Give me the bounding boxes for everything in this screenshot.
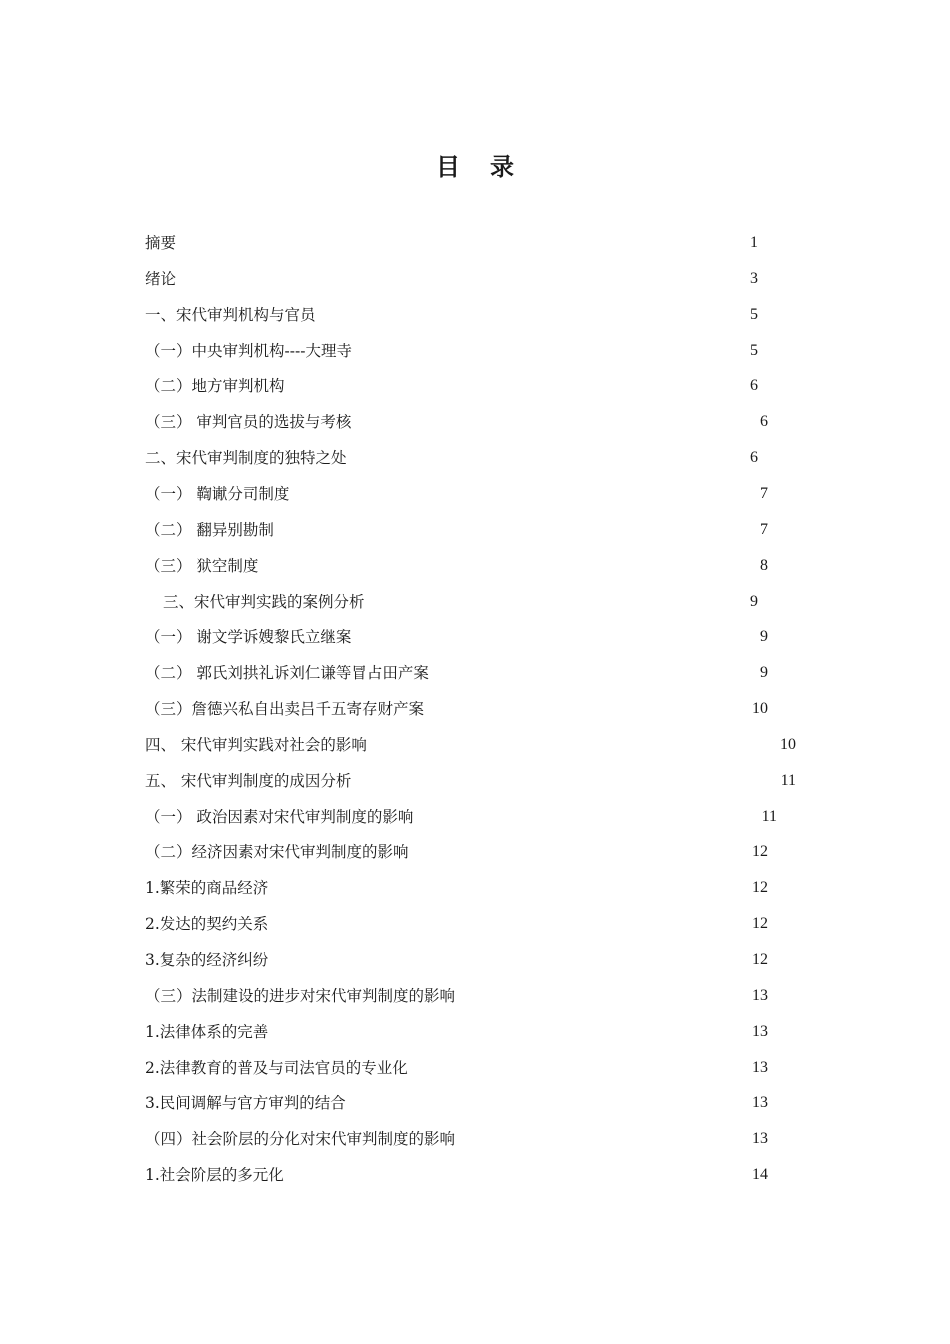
dot-leader [457, 1122, 742, 1156]
toc-entry-page-number: 5 [750, 305, 758, 323]
toc-entry-label: （二） 翻异别勘制 [145, 520, 274, 539]
toc-entry-page-number: 13 [752, 1130, 768, 1148]
toc-entry-17[interactable] [145, 800, 777, 834]
dot-leader [410, 1051, 742, 1085]
toc-title [0, 150, 950, 184]
toc-entry-12[interactable] [145, 620, 768, 654]
toc-entry-label: 四、 宋代审判实践对社会的影响 [145, 735, 367, 754]
toc-title-char-2: 录 [490, 153, 514, 181]
toc-entry-label: （二）经济因素对宋代审判制度的影响 [145, 843, 409, 862]
toc-entry-label: 3.复杂的经济纠纷 [145, 951, 269, 969]
toc-entry-page-number: 9 [750, 592, 758, 610]
dot-leader [348, 1086, 742, 1120]
toc-entry-page-number: 7 [760, 484, 768, 502]
toc-entry-label: 2.法律教育的普及与司法官员的专业化 [145, 1058, 408, 1077]
toc-entry-9[interactable] [145, 513, 768, 547]
dot-leader [367, 585, 740, 619]
toc-entry-20[interactable] [145, 907, 768, 941]
toc-entry-label: 一、宋代审判机构与官员 [145, 305, 316, 324]
toc-entry-page-number: 5 [750, 341, 758, 359]
toc-entry-label: （一）中央审判机构----大理寺 [145, 341, 352, 360]
toc-entry-page-number: 6 [760, 413, 768, 431]
dot-leader [286, 1158, 742, 1192]
dot-leader [353, 405, 750, 439]
toc-entry-page-number: 1 [750, 234, 758, 251]
dot-leader [270, 1015, 742, 1049]
dot-leader [270, 907, 742, 941]
dot-leader [318, 298, 740, 332]
toc-entry-label: 1.法律体系的完善 [145, 1022, 269, 1041]
toc-entry-page-number: 8 [760, 556, 768, 574]
toc-title-char-1: 目 [436, 153, 460, 181]
toc-entry-page-number: 13 [752, 986, 768, 1004]
toc-entry-label: （三）法制建设的进步对宋代审判制度的影响 [145, 986, 456, 1005]
toc-entry-page-number: 13 [752, 1094, 768, 1112]
dot-leader [178, 226, 740, 260]
toc-entry-5[interactable] [145, 369, 758, 403]
toc-entry-page-number: 6 [750, 449, 758, 467]
dot-leader [411, 835, 742, 869]
toc-entry-4[interactable] [145, 334, 758, 368]
dot-leader [426, 692, 742, 726]
toc-entry-page-number: 12 [752, 951, 768, 968]
toc-entry-label: 绪论 [145, 269, 177, 288]
toc-entry-label: 3.民间调解与官方审判的结合 [145, 1094, 346, 1113]
toc-entry-2[interactable] [145, 262, 758, 296]
toc-entry-page-number: 9 [760, 628, 768, 646]
toc-entry-3[interactable] [145, 298, 758, 332]
toc-entry-page-number: 10 [780, 735, 796, 753]
dot-leader [353, 620, 750, 654]
toc-entry-10[interactable] [145, 549, 768, 583]
toc-entry-label: （一） 谢文学诉嫂黎氏立继案 [145, 628, 352, 647]
toc-entry-27[interactable] [145, 1158, 768, 1192]
toc-entry-16[interactable] [145, 764, 796, 798]
toc-entry-page-number: 11 [761, 807, 777, 825]
toc-entry-label: （三） 狱空制度 [145, 556, 259, 575]
toc-entry-label: 1.社会阶层的多元化 [145, 1166, 284, 1185]
dot-leader [178, 262, 740, 296]
toc-entry-label: （三） 审判官员的选拔与考核 [145, 413, 352, 432]
toc-entry-13[interactable] [145, 656, 768, 690]
toc-entry-23[interactable] [145, 1015, 768, 1049]
dot-leader [431, 656, 750, 690]
toc-entry-label: 三、宋代审判实践的案例分析 [163, 592, 365, 611]
toc-entry-label: （三）詹德兴私自出卖吕千五寄存财产案 [145, 700, 425, 719]
toc-entry-page-number: 9 [760, 664, 768, 682]
dot-leader [270, 871, 742, 905]
toc-entry-1[interactable] [145, 226, 758, 260]
toc-entry-page-number: 12 [752, 915, 768, 933]
toc-entry-18[interactable] [145, 835, 768, 869]
toc-entry-page-number: 12 [752, 879, 768, 897]
toc-entry-label: 2.发达的契约关系 [145, 915, 269, 934]
toc-entry-8[interactable] [145, 477, 768, 511]
toc-entry-19[interactable] [145, 871, 768, 905]
toc-entry-22[interactable] [145, 979, 768, 1013]
dot-leader [276, 513, 750, 547]
dot-leader [260, 549, 750, 583]
toc-entry-page-number: 7 [760, 520, 768, 538]
dot-leader [349, 441, 740, 475]
toc-entry-15[interactable] [145, 728, 796, 762]
toc-entry-25[interactable] [145, 1086, 768, 1120]
toc-entry-7[interactable] [145, 441, 758, 475]
toc-entry-page-number: 11 [780, 771, 796, 789]
toc-entry-page-number: 10 [752, 700, 768, 718]
dot-leader [287, 369, 740, 403]
toc-entry-label: （一） 政治因素对宋代审判制度的影响 [145, 807, 414, 826]
toc-entry-page-number: 14 [752, 1166, 768, 1184]
dot-leader [270, 943, 742, 977]
toc-entry-label: 1.繁荣的商品经济 [145, 879, 269, 898]
toc-entry-label: （二） 郭氏刘拱礼诉刘仁谦等冒占田产案 [145, 664, 429, 683]
toc-entry-label: （四）社会阶层的分化对宋代审判制度的影响 [145, 1130, 456, 1149]
toc-entry-page-number: 6 [750, 377, 758, 395]
toc-entry-page-number: 3 [750, 269, 758, 287]
dot-leader [354, 334, 740, 368]
toc-entry-label: 二、宋代审判制度的独特之处 [145, 449, 347, 468]
dot-leader [369, 728, 770, 762]
toc-entry-6[interactable] [145, 405, 768, 439]
toc-entry-label: （二）地方审判机构 [145, 377, 285, 396]
dot-leader [415, 800, 751, 834]
toc-entry-21[interactable] [145, 943, 768, 977]
toc-entry-page-number: 13 [752, 1022, 768, 1040]
dot-leader [457, 979, 742, 1013]
toc-entry-label: （一） 鞫谳分司制度 [145, 484, 290, 503]
toc-entry-page-number: 12 [752, 843, 768, 861]
toc-entry-26[interactable] [145, 1122, 768, 1156]
dot-leader [291, 477, 750, 511]
toc-entry-11[interactable] [163, 585, 758, 619]
toc-entry-14[interactable] [145, 692, 768, 726]
toc-entry-label: 五、 宋代审判制度的成因分析 [145, 771, 352, 790]
toc-entry-page-number: 13 [752, 1058, 768, 1076]
toc-entry-label: 摘要 [145, 234, 177, 252]
toc-entry-24[interactable] [145, 1051, 768, 1085]
dot-leader [353, 764, 770, 798]
